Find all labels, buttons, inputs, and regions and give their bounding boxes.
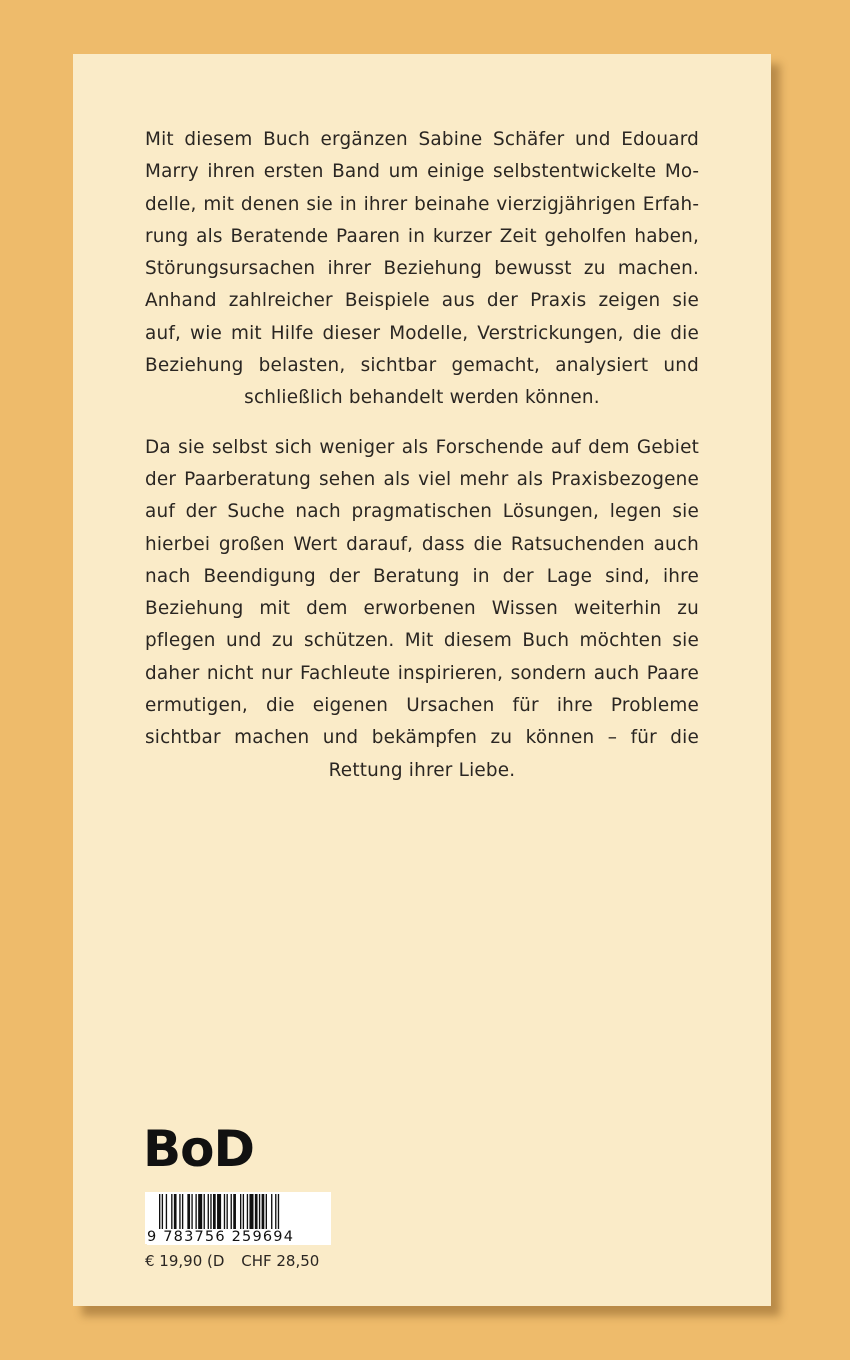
isbn-barcode [145,1192,331,1244]
price-eur: € 19,90 (D [145,1252,225,1270]
blurb-text [145,124,699,787]
price-line [145,1252,319,1270]
book-back-cover [73,54,771,1306]
blurb-paragraph-1: Mit diesem Buch ergänzen Sabine Schäfer und Edouard Marry ihren ersten Band um einige selbstentwickelte Modelle, mit denen sie in ihrer beinahe vierzigjährigen Erfahrung als Beratende Paaren in kurzer Zeit geholfen haben, Störungsursachen ihrer Beziehung bewusst zu machen. Anhand zahlreicher Beispiele aus der Praxis zeigen sie auf, wie mit Hilfe dieser Modelle, Verstrickungen, die die Beziehung belasten, sichtbar gemacht, analysiert und schließlich behandelt werden können. [145,129,699,409]
publisher-logo: BoD [143,1120,254,1178]
price-chf: CHF 28,50 [241,1252,320,1270]
isbn-digits: 9 783756 259694 [147,1229,331,1245]
blurb-paragraph-2: Da sie selbst sich weniger als Forschende auf dem Gebiet der Paarberatung sehen als viel mehr als Praxisbezogene auf der Suche nach pragmatischen Lösungen, legen sie hierbei großen Wert darauf, dass die Ratsuchenden auch nach Beendigung der Beratung in der Lage sind, ihre Beziehung mit dem erworbenen Wissen weiterhin zu pflegen und zu schützen. Mit diesem Buch möchten sie daher nicht nur Fachleute inspirieren, sondern auch Paare ermutigen, die eigenen Ursachen für ihre Probleme sichtbar machen und bekämpfen zu können – für die Rettung ihrer Liebe. [145,436,699,781]
